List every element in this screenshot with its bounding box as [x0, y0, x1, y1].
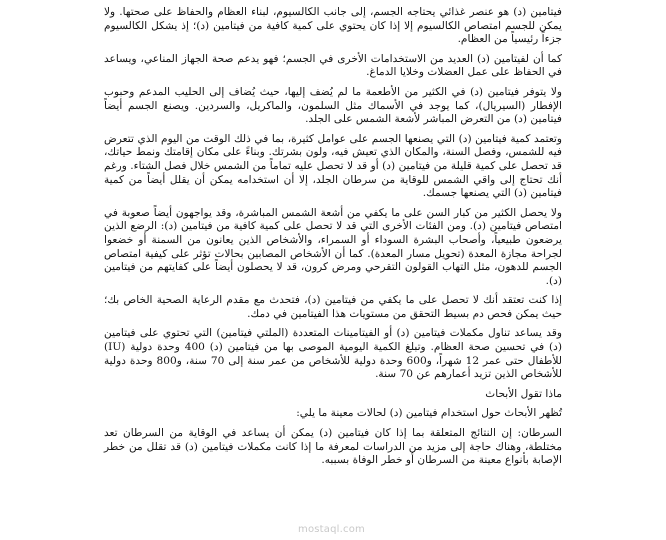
document-body [104, 6, 562, 474]
watermark-text: mostaql.com [298, 524, 365, 535]
paragraph-cancer: السرطان: إن النتائج المتعلقة بما إذا كان فيتامين (د) يمكن أن يساعد في الوقاية من السرطان تعد مختلطة، وهناك حاجة إلى مزيد من الدراسات لمعرفة ما إذا كانت مكملات فيتامين (د) قد تقلل من خطر الإصابة بأنواع معينة من السرطان أو خطر الوفاة بسببه. [104, 427, 562, 467]
paragraph-food-sources: ولا يتوفر فيتامين (د) في الكثير من الأطعمة ما لم يُضف إليها، حيث يُضاف إلى الحليب المدعم وحبوب الإفطار (السيريال)، كما يوجد في الأسماك مثل السلمون، والماكريل، والسردين. ويصنع الجسم أيضاً فيتامين (د) من التعرض المباشر لأشعة الشمس على الجلد. [104, 85, 562, 126]
section-heading-research: ماذا تقول الأبحاث [485, 387, 562, 400]
paragraph-calcium-intro: فيتامين (د) هو عنصر غذائي يحتاجه الجسم، إلى جانب الكالسيوم، لبناء العظام والحفاظ على صحتها. ولا يمكن للجسم امتصاص الكالسيوم إلا إذا كان يحتوي على كمية كافية من فيتامين (د)؛ إذ يشكل الكالسيوم جزءاً رئيسياً من العظام. [104, 6, 562, 46]
paragraph-doctor-advice: إذا كنت تعتقد أنك لا تحصل على ما يكفي من فيتامين (د)، فتحدث مع مقدم الرعاية الصحية الخاص بك؛ حيث يمكن فحص دم بسيط التحقق من مستويات هذا الفيتامين في دمك. [104, 294, 562, 320]
paragraph-sun-factors: وتعتمد كمية فيتامين (د) التي يصنعها الجسم على عوامل كثيرة، بما في ذلك الوقت من اليوم الذي تتعرض فيه للشمس، وفصل السنة، والمكان الذي تعيش فيه، ولون بشرتك. وبناءً على مكان إقامتك ونمط حياتك، قد تحصل على كمية قليلة من فيتامين (د) أو قد لا تحصل عليه تماماً من الشمس خلال فصل الشتاء. ورغم أنك تحتاج إلى واقي الشمس للوقاية من سرطان الجلد، إلا أن استخدامه يمكن أن يقلل أيضاً من كمية فيتامين (د) التي يصنعها جسمك. [104, 132, 562, 200]
paragraph-research-intro: تُظهر الأبحاث حول استخدام فيتامين (د) لحالات معينة ما يلي: [296, 407, 562, 420]
paragraph-other-uses: كما أن لفيتامين (د) العديد من الاستخدامات الأخرى في الجسم؛ فهو يدعم صحة الجهاز المناعي، ويساعد في الحفاظ على عمل العضلات وخلايا الدماغ. [104, 52, 562, 79]
paragraph-risk-groups: ولا يحصل الكثير من كبار السن على ما يكفي من أشعة الشمس المباشرة، وقد يواجهون أيضاً صعوبة في امتصاص فيتامين (د). ومن الفئات الأخرى التي قد لا تحصل على كمية كافية من فيتامين (د): الرضع الذين يرضعون طبيعياً، وأصحاب البشرة السوداء أو السمراء، والأشخاص الذين يعانون من السمنة أو خضعوا لجراحة مجازة المعدة (تحويل مسار المعدة). كما أن الأشخاص المصابين بحالات تؤثر على كيفية امتصاص الجسم للدهون، مثل التهاب القولون التقرحي ومرض كرون، قد لا يحصلون أيضاً على كفايتهم من فيتامين (د). [104, 206, 562, 287]
paragraph-supplements-dosage: وقد يساعد تناول مكملات فيتامين (د) أو الفيتامينات المتعددة (الملتي فيتامين) التي تحتوي على فيتامين (د) في تحسين صحة العظام. وتبلغ الكمية اليومية الموصى بها من فيتامين (د) 400 وحدة دولية (IU) للأطفال حتى عمر 12 شهراً، و600 وحدة دولية للأشخاص من عمر سنة إلى 70 سنة، و800 وحدة دولية للأشخاص الذين تزيد أعمارهم عن 70 سنة. [104, 327, 563, 381]
